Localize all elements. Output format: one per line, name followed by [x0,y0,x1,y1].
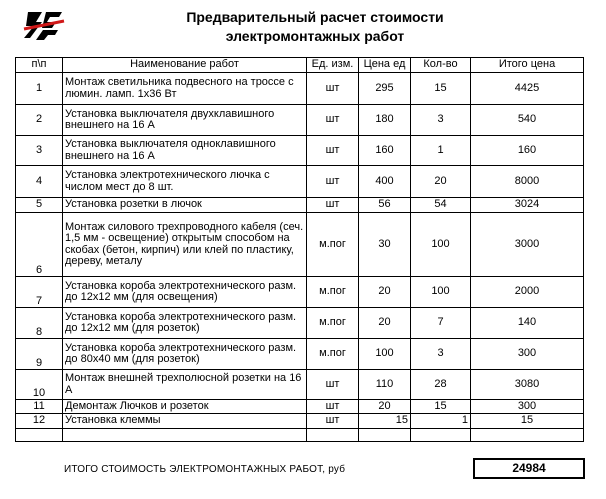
row-qty: 54 [411,198,471,213]
row-unit: шт [307,370,359,400]
row-unit: м.пог [307,213,359,277]
header-name: Наименование работ [63,58,307,73]
row-total: 540 [471,105,584,136]
row-qty: 100 [411,213,471,277]
row-total: 3024 [471,198,584,213]
row-total: 2000 [471,277,584,308]
row-num: 7 [16,277,63,308]
row-price: 56 [359,198,411,213]
row-name: Установка короба электротехнического разм. до 80х40 мм (для розеток) [63,339,307,370]
total-value: 24984 [473,458,585,479]
row-price: 30 [359,213,411,277]
table-row [16,308,584,339]
table-header-row [16,58,584,73]
table-row [16,136,584,166]
row-unit: шт [307,198,359,213]
row-price: 160 [359,136,411,166]
total-label: ИТОГО СТОИМОСТЬ ЭЛЕКТРОМОНТАЖНЫХ РАБОТ, руб [64,464,346,475]
row-name: Монтаж силового трехпроводного кабеля (сеч. 1,5 мм - освещение) открытым способом на скобах (бетон, кирпич) или клей по пластику, дереву, металу [63,213,307,277]
table-row [16,400,584,414]
row-name: Установка электротехнического лючка с числом мест до 8 шт. [63,166,307,198]
row-total: 4425 [471,73,584,105]
row-unit: шт [307,414,359,429]
table-row [16,414,584,429]
row-name: Демонтаж Лючков и розеток [63,400,307,414]
row-name: Установка выключателя одноклавишного внешнего на 16 А [63,136,307,166]
row-num: 4 [16,166,63,198]
row-num: 6 [16,213,63,277]
row-unit: м.пог [307,308,359,339]
cost-table [15,57,584,442]
header-total: Итого цена [471,58,584,73]
row-total: 3080 [471,370,584,400]
table-row-empty [16,429,584,442]
row-total: 300 [471,339,584,370]
header-num: п\п [16,58,63,73]
row-price: 20 [359,400,411,414]
header-price: Цена ед [359,58,411,73]
row-total: 8000 [471,166,584,198]
row-qty: 3 [411,339,471,370]
row-price: 20 [359,308,411,339]
row-num: 2 [16,105,63,136]
row-num: 11 [16,400,63,414]
table-row [16,277,584,308]
row-price: 110 [359,370,411,400]
row-price: 20 [359,277,411,308]
row-qty: 7 [411,308,471,339]
row-total: 300 [471,400,584,414]
empty-cell [411,429,471,442]
empty-cell [359,429,411,442]
row-qty: 1 [411,136,471,166]
row-unit: шт [307,166,359,198]
row-price: 100 [359,339,411,370]
company-logo-icon [22,8,66,44]
row-num: 10 [16,370,63,400]
row-unit: шт [307,400,359,414]
row-name: Установка клеммы [63,414,307,429]
title-line-2: электромонтажных работ [225,28,405,44]
row-unit: шт [307,105,359,136]
row-name: Установка короба электротехнического разм. до 12х12 мм (для освещения) [63,277,307,308]
row-price: 15 [359,414,411,429]
row-unit: м.пог [307,339,359,370]
row-unit: шт [307,73,359,105]
row-num: 9 [16,339,63,370]
table-row [16,166,584,198]
row-num: 8 [16,308,63,339]
empty-cell [307,429,359,442]
table-row [16,73,584,105]
row-price: 400 [359,166,411,198]
title-line-1: Предварительный расчет стоимости [186,9,444,25]
row-name: Установка розетки в лючок [63,198,307,213]
row-total: 160 [471,136,584,166]
table-row [16,370,584,400]
row-qty: 1 [411,414,471,429]
row-qty: 28 [411,370,471,400]
row-qty: 15 [411,400,471,414]
row-num: 3 [16,136,63,166]
row-total: 140 [471,308,584,339]
row-num: 12 [16,414,63,429]
header-qty: Кол-во [411,58,471,73]
row-num: 1 [16,73,63,105]
row-num: 5 [16,198,63,213]
row-qty: 15 [411,73,471,105]
row-qty: 20 [411,166,471,198]
row-unit: шт [307,136,359,166]
table-row [16,339,584,370]
table-row [16,198,584,213]
row-name: Установка выключателя двухклавишного внешнего на 16 А [63,105,307,136]
document-title [150,8,480,46]
row-name: Монтаж внешней трехполюсной розетки на 16 А [63,370,307,400]
row-price: 295 [359,73,411,105]
header-unit: Ед. изм. [307,58,359,73]
empty-cell [63,429,307,442]
table-row [16,213,584,277]
row-total: 15 [471,414,584,429]
row-name: Монтаж светильника подвесного на тросcе с люмин. ламп. 1х36 Вт [63,73,307,105]
empty-cell [471,429,584,442]
empty-cell [16,429,63,442]
row-name: Установка короба электротехнического разм. до 12х12 мм (для розеток) [63,308,307,339]
row-qty: 3 [411,105,471,136]
row-total: 3000 [471,213,584,277]
table-row [16,105,584,136]
row-qty: 100 [411,277,471,308]
row-unit: м.пог [307,277,359,308]
row-price: 180 [359,105,411,136]
